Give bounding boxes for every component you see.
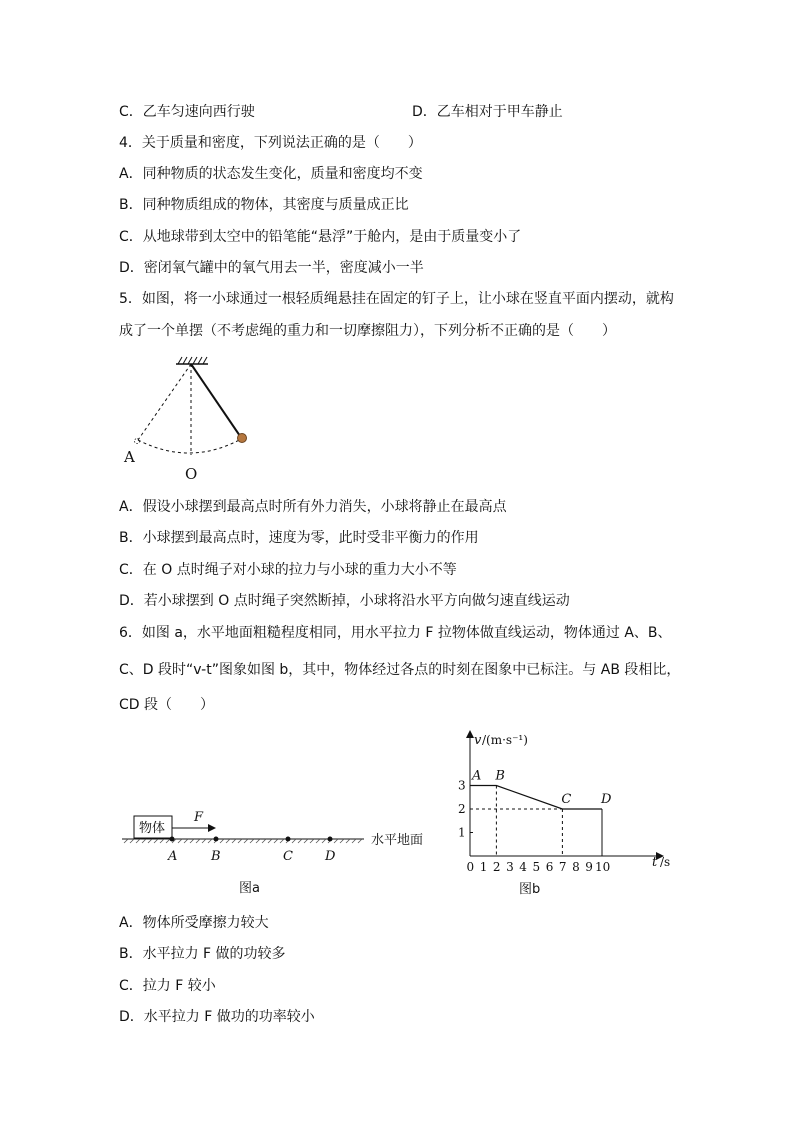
q6-stem-line3: CD 段（ ） bbox=[119, 697, 215, 713]
point-c bbox=[286, 837, 291, 842]
y-tick-label: 1 bbox=[458, 825, 466, 840]
x-axis-label-var: t bbox=[652, 855, 658, 870]
chart-point-label-b: B bbox=[495, 768, 505, 784]
chart-point-label-c: C bbox=[561, 792, 572, 807]
ground-hatch bbox=[124, 839, 362, 843]
x-tick-label: 2 bbox=[492, 860, 501, 874]
q5-option-c: C．在 O 点时绳子对小球的拉力与小球的重力大小不等 bbox=[119, 562, 457, 578]
ground-label: 水平地面 bbox=[371, 833, 424, 848]
x-tick-label: 0 bbox=[466, 860, 475, 874]
q6-stem-line1: 6．如图 a，水平地面粗糙程度相同，用水平拉力 F 拉物体做直线运动，物体通过 A、B、 bbox=[119, 625, 672, 641]
y-axis-arrow bbox=[466, 730, 474, 738]
x-tick-label: 1 bbox=[479, 860, 488, 874]
q4-stem: 4．关于质量和密度，下列说法正确的是（ ） bbox=[119, 135, 422, 151]
q3-option-c: C．乙车匀速向西行驶 bbox=[119, 104, 255, 120]
y-axis-label-unit: /(m·s⁻¹) bbox=[482, 733, 528, 747]
q5-option-d: D．若小球摆到 O 点时绳子突然断掉，小球将沿水平方向做匀速直线运动 bbox=[119, 593, 570, 609]
x-tick-label: 5 bbox=[532, 860, 541, 874]
figure-a-caption: 图a bbox=[239, 881, 260, 896]
q4-option-a: A．同种物质的状态发生变化，质量和密度均不变 bbox=[119, 166, 423, 182]
x-tick-label: 8 bbox=[572, 860, 580, 874]
label-o: O bbox=[185, 465, 198, 483]
pendulum-ball bbox=[238, 434, 247, 443]
point-label-b: B bbox=[211, 849, 221, 864]
y-axis-label-var: v bbox=[474, 733, 482, 748]
label-a: A bbox=[124, 448, 135, 466]
q5-option-b: B．小球摆到最高点时，速度为零，此时受非平衡力的作用 bbox=[119, 530, 479, 546]
q5-stem-line2: 成了一个单摆（不考虑绳的重力和一切摩擦阻力），下列分析不正确的是（ ） bbox=[119, 323, 616, 339]
ceiling-hatch bbox=[178, 357, 207, 364]
object-label: 物体 bbox=[139, 821, 166, 836]
x-tick-label: 10 bbox=[595, 860, 611, 874]
point-a bbox=[170, 837, 175, 842]
point-label-a: A bbox=[168, 849, 178, 864]
point-label-d: D bbox=[325, 849, 336, 864]
q5-stem-line1: 5．如图，将一小球通过一根轻质绳悬挂在固定的钉子上，让小球在竖直平面内摆动，就构 bbox=[119, 291, 674, 307]
rope bbox=[191, 364, 240, 436]
x-tick-label: 4 bbox=[519, 860, 527, 874]
point-label-c: C bbox=[283, 849, 293, 864]
force-label: F bbox=[194, 810, 204, 825]
q3-option-d: D．乙车相对于甲车静止 bbox=[412, 104, 563, 120]
rope-to-a-dashed bbox=[138, 364, 191, 440]
x-tick-label: 6 bbox=[545, 860, 554, 874]
velocity-line bbox=[470, 786, 602, 810]
q6-option-d: D．水平拉力 F 做功的功率较小 bbox=[119, 1009, 315, 1025]
point-d bbox=[328, 837, 333, 842]
chart-point-label-d: D bbox=[601, 792, 612, 807]
ghost-ball-a bbox=[135, 439, 140, 444]
force-arrowhead bbox=[208, 824, 216, 832]
chart-point-label-a: A bbox=[472, 768, 482, 784]
y-tick-label: 3 bbox=[458, 778, 466, 793]
q4-option-d: D．密闭氧气罐中的氧气用去一半，密度减小一半 bbox=[119, 260, 424, 276]
q4-option-b: B．同种物质组成的物体，其密度与质量成正比 bbox=[119, 197, 409, 213]
pendulum-figure bbox=[110, 352, 270, 487]
q6-option-b: B．水平拉力 F 做的功较多 bbox=[119, 946, 286, 962]
x-tick-label: 7 bbox=[558, 860, 567, 874]
q6-option-c: C．拉力 F 较小 bbox=[119, 978, 216, 994]
figure-b-caption: 图b bbox=[519, 882, 541, 897]
figure-a bbox=[118, 808, 438, 900]
x-axis-label-unit: /s bbox=[660, 855, 671, 869]
point-b bbox=[214, 837, 219, 842]
y-tick-label: 2 bbox=[458, 802, 466, 816]
q6-option-a: A．物体所受摩擦力较大 bbox=[119, 915, 269, 931]
q6-stem-line2: C、D 段时“v-t”图象如图 b，其中，物体经过各点的时刻在图象中已标注。与 AB 段相比， bbox=[119, 662, 681, 678]
x-tick-label: 3 bbox=[506, 860, 514, 874]
figure-b-chart bbox=[450, 726, 680, 902]
q5-option-a: A．假设小球摆到最高点时所有外力消失，小球将静止在最高点 bbox=[119, 499, 507, 515]
x-tick-label: 9 bbox=[585, 860, 593, 874]
q4-option-c: C．从地球带到太空中的铅笔能“悬浮”于舱内，是由于质量变小了 bbox=[119, 229, 522, 245]
